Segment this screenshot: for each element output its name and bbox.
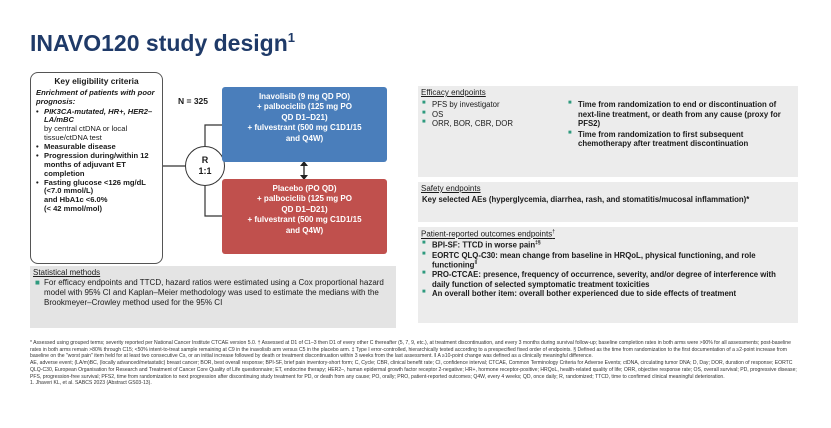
reference-text: 1. Jhaveri KL, et al. SABCS 2023 (Abstract GS03-13).	[30, 380, 152, 387]
sample-size-label: N = 325	[178, 96, 209, 106]
eligibility-item: • PIK3CA-mutated, HR+, HER2– LA/mBC by central ctDNA or local tissue/ctDNA test	[36, 108, 157, 144]
efficacy-secondary-list	[568, 100, 796, 150]
abbreviations-text: AE, adverse event; (LA/m)BC, (locally advanced/metastatic) breast cancer; BOR, best overall response; BPI-SF, brief pain inventory-short form; C, Cycle; CBR, clinical benefit rate; CI, confidence interval; CTCAE, Common Terminology Criteria for Adverse Events; ctDNA, circulating tumor DNA; D, Day; DOR, duration of response; EORTC QLQ-C30, European Organisation for Research and Treatment of Cancer Core Quality of Life questionnaire; ET, endocrine therapy; HER2–, human epidermal growth factor receptor 2-negative; HR+, hormone receptor-positive; HRQoL, health-related quality of life; ORR, objective response rate; OS, overall survival; PD, progressive disease; PFS, progression-free survival; PFS2, time from randomization to next progression after discontinuing study treatment for PD, or death from any cause; PO, orally; PRO, patient-reported outcomes; Q4W, every 4 weeks; QD, once daily; R, randomized; TTCD, time to confirmed clinical meaningful deterioration.	[30, 360, 797, 380]
statistical-methods-text: For efficacy endpoints and TTCD, hazard ratios were estimated using a Cox proportional hazard model with 95% CI and Kaplan–Meier methodology was used to estimate the medians with the Brookmeyer–Crowley method used for the 95% CI	[44, 278, 384, 307]
list-item: ■ ORR, BOR, CBR, DOR	[422, 119, 582, 129]
statistical-methods-panel	[30, 266, 396, 328]
list-item: ■ Time from randomization to first subsequent chemotherapy after treatment discontinuation	[568, 130, 796, 149]
list-item: ■ An overall bother item: overall bother experienced due to side effects of treatment	[422, 289, 794, 299]
list-item: ■ BPI-SF: TTCD in worse pain‡§	[422, 240, 794, 250]
inavolisib-arm-box: Inavolisib (9 mg QD PO) + palbociclib (125 mg PO QD D1–D21) + fulvestrant (500 mg C1D1/15 and Q4W)	[222, 87, 387, 162]
bullet-icon: ■	[35, 278, 40, 287]
eligibility-item: • Progression during/within 12 months of adjuvant ET completion	[36, 152, 157, 179]
list-item: ■ PRO-CTCAE: presence, frequency of occurrence, severity, and/or degree of interference with daily function of selected symptomatic treatment toxicities	[422, 270, 794, 289]
list-item: ■ Time from randomization to end or discontinuation of next-line treatment, or death from any cause (proxy for PFS2)	[568, 100, 796, 129]
efficacy-heading: Efficacy endpoints	[421, 88, 486, 97]
title-reference: 1	[287, 30, 295, 45]
list-item: ■ EORTC QLQ-C30: mean change from baseline in HRQoL, physical functioning, and role functioning‖	[422, 251, 794, 271]
list-item: ■ PFS by investigator	[422, 100, 582, 110]
page-title: INAVO120 study design$^1$	[30, 30, 295, 56]
eligibility-subheading: Enrichment of patients with poor prognosis:	[36, 87, 155, 106]
eligibility-item: • Measurable disease	[36, 143, 157, 152]
safety-heading: Safety endpoints	[421, 184, 481, 193]
safety-text: Key selected AEs (hyperglycemia, diarrhea, rash, and stomatitis/mucosal inflammation)*	[422, 194, 750, 204]
pro-endpoints-panel	[418, 227, 798, 323]
safety-endpoints-panel	[418, 182, 798, 222]
efficacy-endpoints-panel	[418, 86, 798, 177]
pro-heading: Patient-reported outcomes endpoints†	[421, 229, 555, 239]
placebo-arm-box: Placebo (PO QD) + palbociclib (125 mg PO QD D1–D21) + fulvestrant (500 mg C1D1/15 and Q4W)	[222, 179, 387, 254]
eligibility-item: • Fasting glucose <126 mg/dL (<7.0 mmol/L) and HbA1c <6.0% (< 42 mmol/mol)	[36, 179, 157, 215]
footnote-text: * Assessed using grouped terms; severity reported per National Cancer Institute CTCAE version 5.0. † Assessed at D1 of C1–3 then D1 of every other C thereafter (5, 7, 9, etc.), at treatment discontinuation, and every 3 months during survival follow-up; baseline completion rates in both arms were >90% for all assessments; post-baseline rates in both arms remain >80% through C15; <50% intent-to-treat sample remaining at C9 in the inavolisib arm versus C5 in the placebo arm. ‡ Type I error-controlled, hierarchically tested according to a prespecified fixed order of endpoints. § Defined as the time from randomization to the first documentation of a ≥2-point increase from baseline on the "worst pain" item held for at least two consecutive Cs, or an initial increase followed by death or treatment discontinuation within 3 weeks from the last assessment. ‖ A ≥10-point change was defined as a clinically meaningful difference.	[30, 340, 791, 360]
randomization-circle: R 1:1	[185, 146, 225, 186]
statistical-methods-heading: Statistical methods	[33, 268, 101, 277]
efficacy-primary-list	[422, 100, 582, 129]
pro-list	[418, 239, 798, 298]
eligibility-heading: Key eligibility criteria	[54, 76, 139, 86]
list-item: ■ OS	[422, 110, 582, 120]
footnotes	[30, 340, 800, 387]
